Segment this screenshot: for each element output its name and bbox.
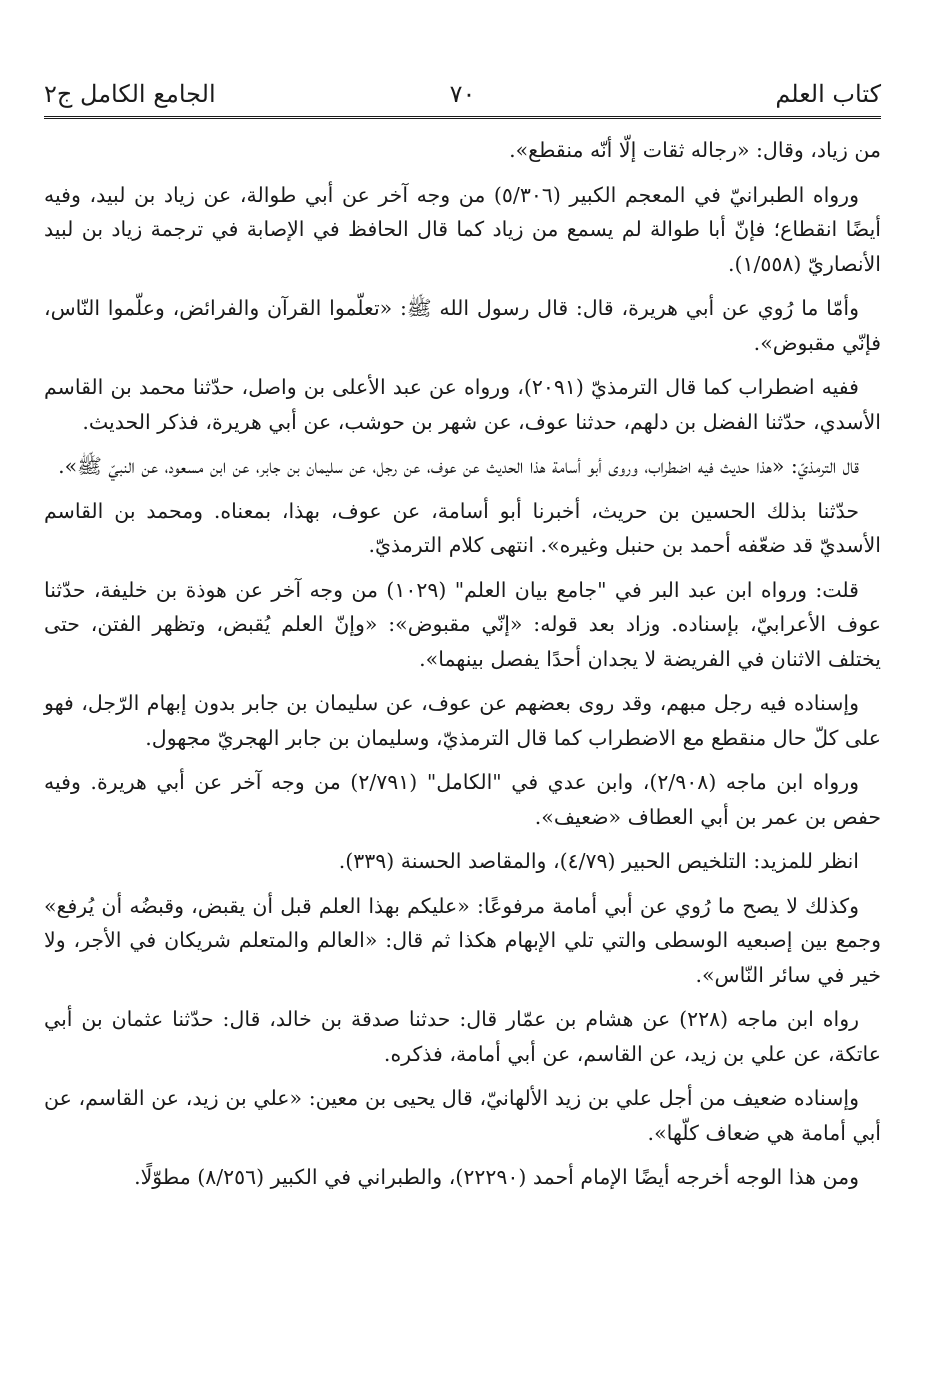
paragraph: وإسناده ضعيف من أجل علي بن زيد الألهانيّ، قال يحيى بن معين: «علي بن زيد، عن القاسم، عن أبي أمامة هي ضعاف كلّها».: [44, 1086, 881, 1145]
paragraph: قلت: ورواه ابن عبد البر في "جامع بيان العلم" (١٠٢٩) من وجه آخر عن هوذة بن خليفة، حدّثنا عوف الأعرابيّ، بإسناده. وزاد بعد قوله: «إنّي مقبوض»: «وإنّ العلم يُقبض، وتظهر الفتن، حتى يختلف الاثنان في الفريضة لا يجدان أحدًا يفصل بينهما».: [44, 577, 881, 671]
book-title: كتاب العلم: [775, 80, 881, 108]
page-body: [44, 133, 881, 1195]
paragraph: وأمّا ما رُوي عن أبي هريرة، قال: قال رسول الله ﷺ: «تعلّموا القرآن والفرائض، وعلّموا النّاس، فإنّي مقبوض».: [44, 296, 881, 355]
paragraph: ففيه اضطراب كما قال الترمذيّ (٢٠٩١)، ورواه عن عبد الأعلى بن واصل، حدّثنا محمد بن القاسم الأسدي، حدّثنا الفضل بن دلهم، حدثنا عوف، عن شهر بن حوشب، عن أبي هريرة، فذكر الحديث.: [44, 375, 881, 434]
paragraph: قال الترمذيّ: «هذا حديث فيه اضطراب، وروى أبو أسامة هذا الحديث عن عوف، عن رجل، عن سليمان بن جابر، عن ابن مسعود، عن النبيّ ﷺ».: [58, 454, 859, 478]
paragraph: حدّثنا بذلك الحسين بن حريث، أخبرنا أبو أسامة، عن عوف، بهذا، بمعناه. ومحمد بن القاسم الأسديّ قد ضعّفه أحمد بن حنبل وغيره». انتهى كلام الترمذيّ.: [44, 498, 881, 557]
volume-title: الجامع الكامل ج٢: [44, 80, 216, 108]
page-header: [44, 70, 881, 119]
paragraph: ومن هذا الوجه أخرجه أيضًا الإمام أحمد (٢٢٢٩٠)، والطبراني في الكبير (٨/٢٥٦) مطوّلًا.: [134, 1165, 859, 1189]
paragraph: وكذلك لا يصح ما رُوي عن أبي أمامة مرفوعًا: «عليكم بهذا العلم قبل أن يقبض، وقبضُه أن يُرفع» وجمع بين إصبعيه الوسطى والتي تلي الإبهام هكذا ثم قال: «العالم والمتعلم شريكان في الأجر، ولا خير في سائر النّاس».: [44, 893, 881, 987]
paragraph: ورواه الطبرانيّ في المعجم الكبير (٥/٣٠٦) من وجه آخر عن أبي طوالة، عن زياد بن لبيد، وفيه أيضًا انقطاع؛ فإنّ أبا طوالة لم يسمع من زياد كما قال الحافظ في الإصابة في ترجمة زياد بن لبيد الأنصاريّ (١/٥٥٨).: [44, 182, 881, 276]
paragraph: وإسناده فيه رجل مبهم، وقد روى بعضهم عن عوف، عن سليمان بن جابر بدون إبهام الرّجل، فهو على كلّ حال منقطع مع الاضطراب كما قال الترمذيّ، وسليمان بن جابر الهجريّ مجهول.: [44, 691, 881, 750]
paragraph: رواه ابن ماجه (٢٢٨) عن هشام بن عمّار قال: حدثنا صدقة بن خالد، قال: حدّثنا عثمان بن أبي عاتكة، عن علي بن زيد، عن القاسم، عن أبي أمامة، فذكره.: [44, 1007, 881, 1066]
paragraph: ورواه ابن ماجه (٢/٩٠٨)، وابن عدي في "الكامل" (٢/٧٩١) من وجه آخر عن أبي هريرة. وفيه حفص بن عمر بن أبي العطاف «ضعيف».: [44, 770, 881, 829]
paragraph: من زياد، وقال: «رجاله ثقات إلّا أنّه منقطع».: [509, 138, 881, 162]
page-number: ٧٠: [449, 80, 476, 108]
paragraph: انظر للمزيد: التلخيص الحبير (٤/٧٩)، والمقاصد الحسنة (٣٣٩).: [338, 849, 859, 873]
